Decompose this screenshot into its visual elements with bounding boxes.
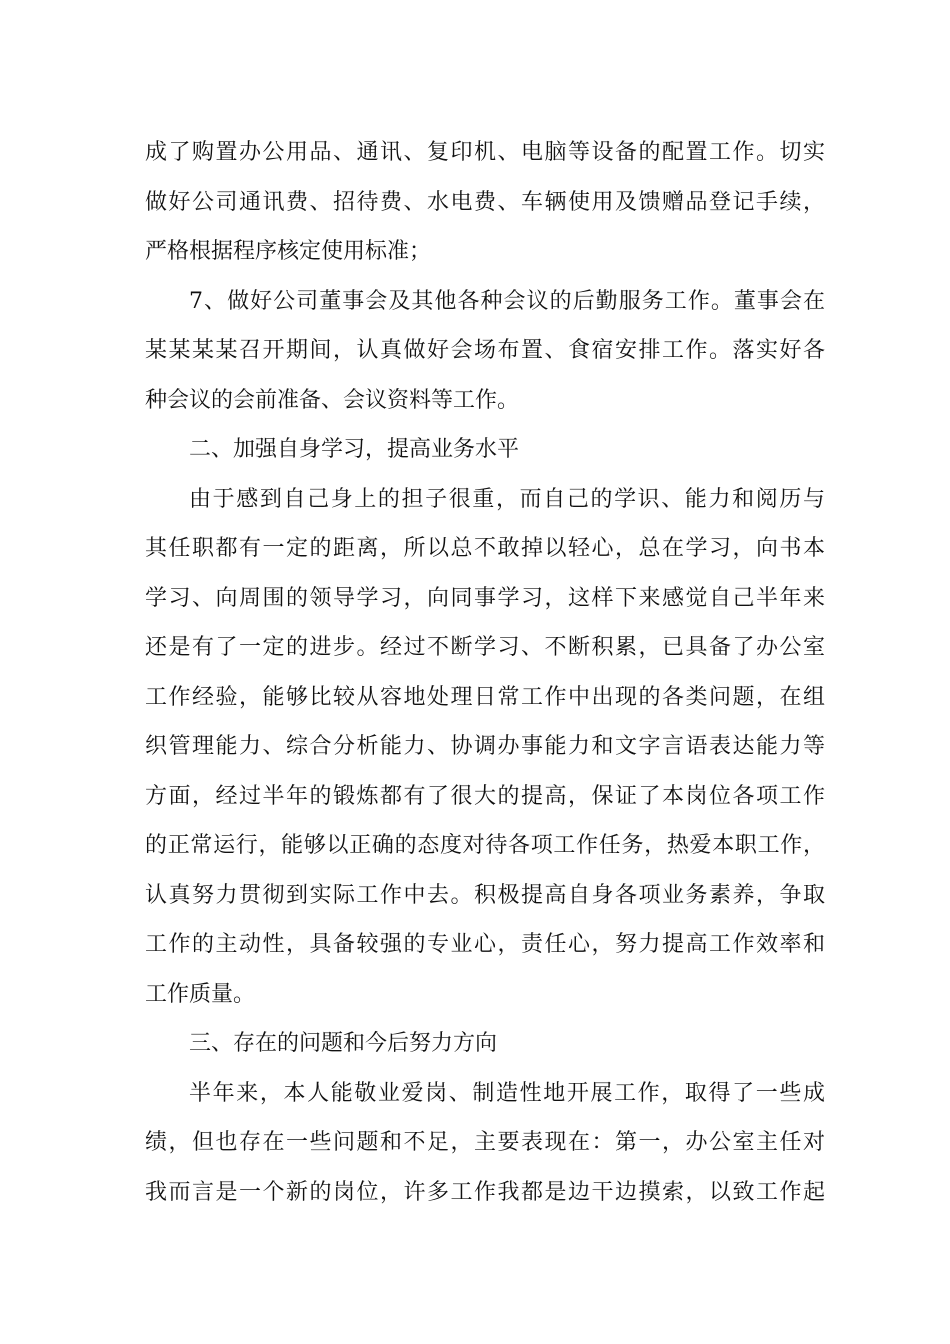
text-line: 工作质量。 xyxy=(145,981,256,1007)
heading-text: 三、存在的问题和今后努力方向 xyxy=(189,1031,498,1056)
text-line: 还是有了一定的进步。经过不断学习、不断积累，已具备了办公室 xyxy=(145,635,825,660)
paragraph-purchasing xyxy=(145,128,825,277)
text-line: 做好公司通讯费、招待费、水电费、车辆使用及馈赠品登记手续， xyxy=(145,189,825,215)
text-line: 织管理能力、综合分析能力、协调办事能力和文字言语表达能力等 xyxy=(145,734,825,759)
text-line: 方面，经过半年的锻炼都有了很大的提高，保证了本岗位各项工作 xyxy=(145,783,825,809)
section-heading-self-study xyxy=(145,425,825,475)
text-line: 种会议的会前准备、会议资料等工作。 xyxy=(145,387,520,413)
text-line: 我而言是一个新的岗位，许多工作我都是边干边摸索，以致工作起 xyxy=(145,1179,825,1205)
paragraph-problems xyxy=(145,1069,825,1218)
text-line: 半年来，本人能敬业爱岗、制造性地开展工作，取得了一些成 xyxy=(189,1080,825,1106)
document-body xyxy=(145,128,825,1217)
text-line: 工作的主动性，具备较强的专业心，责任心，努力提高工作效率和 xyxy=(145,932,825,957)
paragraph-self-study xyxy=(145,475,825,1020)
text-line: 学习、向周围的领导学习，向同事学习，这样下来感觉自己半年来 xyxy=(145,585,825,611)
section-heading-problems xyxy=(145,1019,825,1069)
text-line: 绩，但也存在一些问题和不足，主要表现在：第一，办公室主任对 xyxy=(145,1130,825,1155)
text-line: 工作经验，能够比较从容地处理日常工作中出现的各类问题，在组 xyxy=(145,684,825,710)
text-line: 认真努力贯彻到实际工作中去。积极提高自身各项业务素养，争取 xyxy=(145,882,825,908)
text-line: 严格根据程序核定使用标准； xyxy=(145,239,432,264)
heading-text: 二、加强自身学习，提高业务水平 xyxy=(189,437,520,462)
text-line: 其任职都有一定的距离，所以总不敢掉以轻心，总在学习，向书本 xyxy=(145,536,825,561)
text-line: 某某某某召开期间，认真做好会场布置、食宿安排工作。落实好各 xyxy=(145,338,825,363)
text-line: 7、做好公司董事会及其他各种会议的后勤服务工作。董事会在 xyxy=(189,288,825,314)
paragraph-board-meeting xyxy=(145,277,825,426)
text-line: 的正常运行，能够以正确的态度对待各项工作任务，热爱本职工作， xyxy=(145,833,825,858)
text-line: 成了购置办公用品、通讯、复印机、电脑等设备的配置工作。切实 xyxy=(145,140,825,165)
text-line: 由于感到自己身上的担子很重，而自己的学识、能力和阅历与 xyxy=(189,486,825,512)
